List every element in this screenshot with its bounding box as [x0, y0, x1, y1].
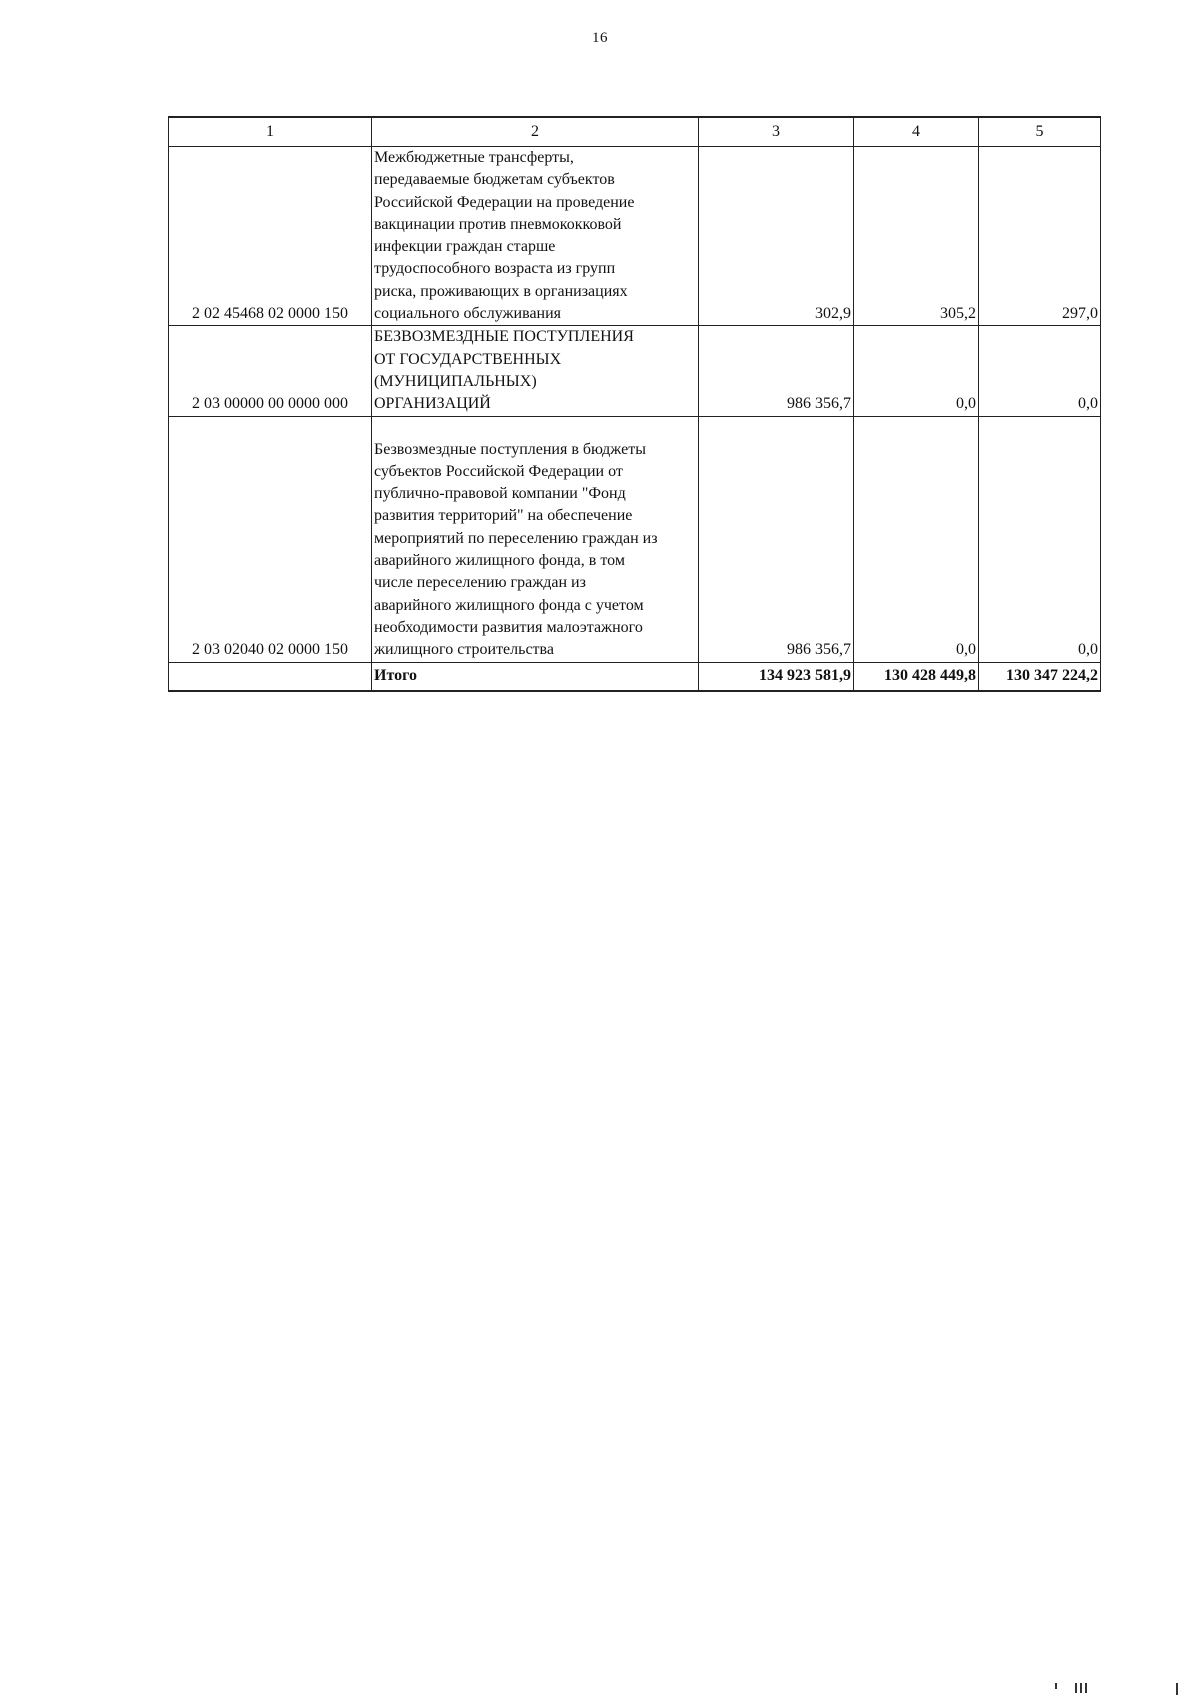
revenue-name-line: аварийного жилищного фонда с учетом — [374, 596, 644, 614]
table-row — [169, 416, 1101, 662]
revenue-name-line: публично-правовой компании "Фонд — [374, 485, 626, 503]
revenue-name-line: Российской Федерации на проведение — [374, 193, 635, 211]
revenue-name-line: необходимости развития малоэтажного — [374, 618, 643, 636]
revenue-name-line: риска, проживающих в организациях — [374, 282, 628, 300]
total-label-cell: Итого — [372, 662, 699, 691]
amount-col5-cell: 0,0 — [979, 326, 1101, 416]
revenue-name-line: аварийного жилищного фонда, в том — [374, 552, 625, 570]
column-header-1: 1 — [169, 117, 372, 147]
scan-artifact-mark — [1055, 1683, 1057, 1689]
amount-col5-cell: 0,0 — [979, 416, 1101, 662]
revenue-name-line: развития территорий" на обеспечение — [374, 507, 633, 525]
revenue-name-cell — [372, 147, 699, 326]
total-col3-cell: 134 923 581,9 — [699, 662, 854, 691]
amount-col3-cell: 302,9 — [699, 147, 854, 326]
revenue-name-cell — [372, 326, 699, 416]
revenue-name-line: субъектов Российской Федерации от — [374, 462, 623, 480]
revenue-name-line: БЕЗВОЗМЕЗДНЫЕ ПОСТУПЛЕНИЯ — [374, 328, 634, 346]
amount-col4-cell: 305,2 — [854, 147, 979, 326]
budget-code-cell: 2 03 00000 00 0000 000 — [169, 326, 372, 416]
column-header-3: 3 — [699, 117, 854, 147]
revenue-name-line: жилищного строительства — [374, 641, 554, 659]
total-empty-code-cell — [169, 662, 372, 691]
revenue-name-line: социального обслуживания — [374, 305, 562, 323]
total-col5-cell: 130 347 224,2 — [979, 662, 1101, 691]
revenue-name-line: ОТ ГОСУДАРСТВЕННЫХ — [374, 350, 562, 368]
scan-artifact-mark — [1176, 1683, 1178, 1695]
budget-code-cell: 2 03 02040 02 0000 150 — [169, 416, 372, 662]
revenue-name-line: вакцинации против пневмококковой — [374, 215, 622, 233]
column-header-5: 5 — [979, 117, 1101, 147]
revenue-name-cell — [372, 416, 699, 662]
budget-code-cell: 2 02 45468 02 0000 150 — [169, 147, 372, 326]
amount-col3-cell: 986 356,7 — [699, 326, 854, 416]
column-header-4: 4 — [854, 117, 979, 147]
revenue-name-line: (МУНИЦИПАЛЬНЫХ) — [374, 372, 537, 390]
scan-artifact-mark — [1075, 1683, 1077, 1693]
revenue-name-line: передаваемые бюджетам субъектов — [374, 171, 615, 189]
revenue-name-line: Межбюджетные трансферты, — [374, 149, 574, 166]
revenue-name-line: инфекции граждан старше — [374, 238, 556, 256]
page-number: 16 — [592, 30, 608, 46]
scan-artifact-mark — [1085, 1683, 1087, 1693]
revenue-name-line: трудоспособного возраста из групп — [374, 260, 616, 278]
total-row — [169, 662, 1101, 691]
revenue-name-line: числе переселению граждан из — [374, 574, 586, 592]
table-row — [169, 147, 1101, 326]
amount-col3-cell: 986 356,7 — [699, 416, 854, 662]
scan-artifact-mark — [1080, 1683, 1082, 1693]
amount-col4-cell: 0,0 — [854, 326, 979, 416]
amount-col4-cell: 0,0 — [854, 416, 979, 662]
revenue-name-line: Безвозмездные поступления в бюджеты — [374, 440, 646, 458]
budget-revenue-table — [168, 116, 1101, 692]
cell-top-spacing — [374, 417, 696, 439]
total-col4-cell: 130 428 449,8 — [854, 662, 979, 691]
amount-col5-cell: 297,0 — [979, 147, 1101, 326]
revenue-name-line: ОРГАНИЗАЦИЙ — [374, 395, 491, 413]
table-row — [169, 326, 1101, 416]
column-number-header-row — [169, 117, 1101, 147]
revenue-name-line: мероприятий по переселению граждан из — [374, 529, 658, 547]
column-header-2: 2 — [372, 117, 699, 147]
